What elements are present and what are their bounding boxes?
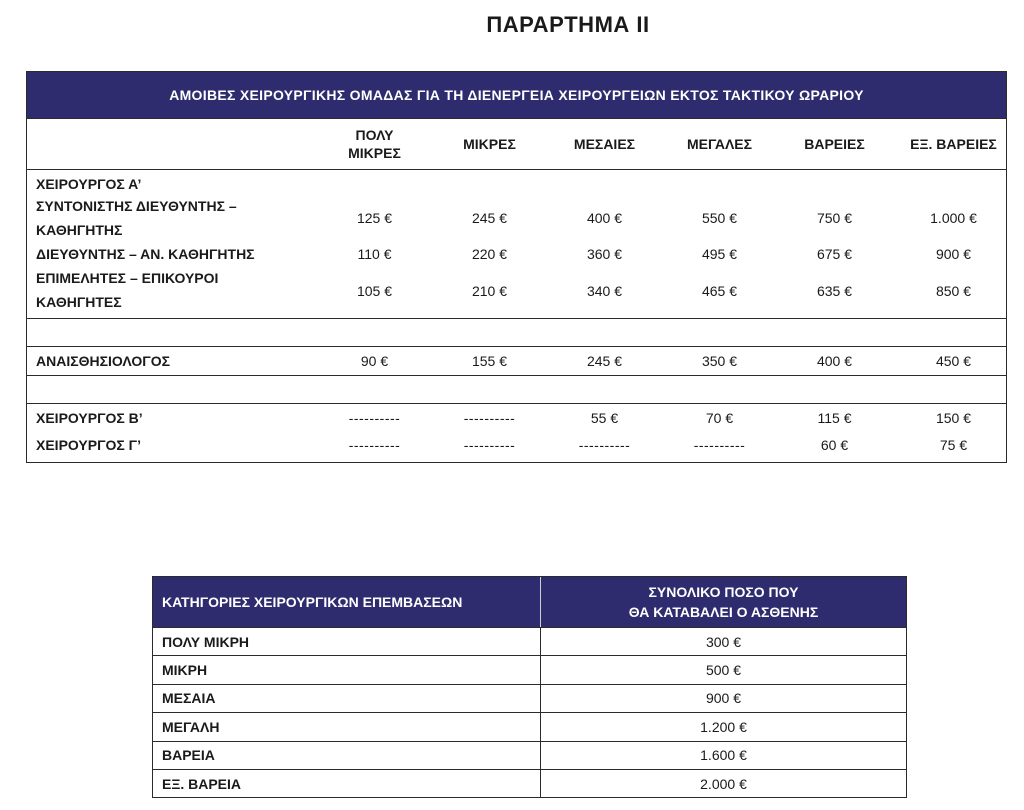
fee-cell: ----------: [463, 410, 516, 426]
payment-table-header: [153, 577, 906, 627]
category-cell: ΜΙΚΡΗ: [153, 656, 541, 683]
header-total-amount: [541, 577, 906, 627]
column-header: ΒΑΡΕΙΕΣ: [804, 136, 865, 152]
fee-cell: ----------: [693, 437, 746, 453]
fee-cell: 400 €: [586, 210, 623, 226]
fee-cell: 1.000 €: [930, 210, 977, 226]
amount-cell: 1.200 €: [700, 718, 747, 735]
column-header: ΠΟΛΥ ΜΙΚΡΕΣ: [348, 127, 401, 161]
table-row: [27, 242, 1006, 266]
category-cell: ΒΑΡΕΙΑ: [153, 742, 541, 769]
column-header: ΕΞ. ΒΑΡΕΙΕΣ: [910, 136, 997, 152]
header-total-line-1: ΣΥΝΟΛΙΚΟ ΠΟΣΟ ΠΟΥ: [648, 584, 799, 600]
fee-cell: 125 €: [356, 210, 393, 226]
table-row: [153, 627, 906, 655]
fee-cell: 55 €: [590, 410, 619, 426]
amount-cell: 500 €: [705, 662, 742, 679]
fee-cell: 220 €: [471, 246, 508, 262]
fee-cell: 90 €: [360, 353, 389, 369]
row-label: ΕΠΙΜΕΛΗΤΕΣ – ΕΠΙΚΟΥΡΟΙ: [36, 270, 219, 286]
fee-cell: 105 €: [356, 283, 393, 299]
surgeon-a-group: [27, 170, 1006, 319]
table-row: [153, 684, 906, 712]
fee-cell: 360 €: [586, 246, 623, 262]
patient-payment-table: [152, 576, 907, 798]
fee-cell: 70 €: [705, 410, 734, 426]
header-total-line-2: ΘΑ ΚΑΤΑΒΑΛΕΙ Ο ΑΣΘΕΝΗΣ: [628, 604, 819, 620]
table-row: [153, 769, 906, 797]
table-row: [27, 406, 1006, 430]
category-cell: ΠΟΛΥ ΜΙΚΡΗ: [153, 628, 541, 655]
page-title: ΠΑΡΑΡΤΗΜΑ ΙΙ: [486, 12, 650, 37]
row-label: ΧΕΙΡΟΥΡΓΟΣ Β’: [36, 410, 143, 426]
fee-cell: 465 €: [701, 283, 738, 299]
amount-cell: 2.000 €: [700, 775, 747, 792]
header-categories: ΚΑΤΗΓΟΡΙΕΣ ΧΕΙΡΟΥΡΓΙΚΩΝ ΕΠΕΜΒΑΣΕΩΝ: [153, 577, 541, 627]
fee-cell: 900 €: [935, 246, 972, 262]
fee-cell: ----------: [348, 410, 401, 426]
fee-cell: 750 €: [816, 210, 853, 226]
fee-cell: 550 €: [701, 210, 738, 226]
fee-cell: 115 €: [817, 410, 852, 426]
row-label: ΚΑΘΗΓΗΤΕΣ: [36, 294, 122, 310]
fee-cell: ----------: [348, 437, 401, 453]
fee-cell: 210 €: [471, 283, 508, 299]
fee-cell: 245 €: [586, 353, 623, 369]
row-label: ΔΙΕΥΘΥΝΤΗΣ – ΑΝ. ΚΑΘΗΓΗΤΗΣ: [36, 246, 255, 262]
fee-cell: 155 €: [471, 353, 508, 369]
fee-cell: 635 €: [816, 283, 853, 299]
surgeon-bc-group: [27, 404, 1006, 462]
category-cell: ΜΕΣΑΙΑ: [153, 685, 541, 712]
category-cell: ΕΞ. ΒΑΡΕΙΑ: [153, 770, 541, 797]
column-header: ΜΙΚΡΕΣ: [463, 136, 516, 152]
fee-cell: 850 €: [935, 283, 972, 299]
table-row: [153, 741, 906, 769]
fee-cell: ----------: [578, 437, 631, 453]
fee-cell: 75 €: [939, 437, 968, 453]
surgical-fees-table: [26, 71, 1007, 463]
table-row: [27, 433, 1006, 457]
category-cell: ΜΕΓΑΛΗ: [153, 713, 541, 740]
fee-cell: ----------: [463, 437, 516, 453]
table-row: [27, 218, 1006, 242]
fee-cell: 150 €: [935, 410, 972, 426]
table-row: [153, 712, 906, 740]
fee-cell: 60 €: [820, 437, 849, 453]
spacer-row: [27, 319, 1006, 347]
spacer-row: [27, 376, 1006, 404]
amount-cell: 1.600 €: [700, 747, 747, 764]
row-label: ΧΕΙΡΟΥΡΓΟΣ Α’: [36, 176, 142, 192]
fees-table-title: ΑΜΟΙΒΕΣ ΧΕΙΡΟΥΡΓΙΚΗΣ ΟΜΑΔΑΣ ΓΙΑ ΤΗ ΔΙΕΝΕΡΓΕΙΑ ΧΕΙΡΟΥΡΓΕΙΩΝ ΕΚΤΟΣ ΤΑΚΤΙΚΟΥ ΩΡΑΡΙΟΥ: [27, 72, 1006, 118]
fee-cell: 450 €: [935, 353, 972, 369]
fee-cell: 110 €: [357, 246, 392, 262]
table-row: [153, 655, 906, 683]
fee-cell: 340 €: [586, 283, 623, 299]
fee-cell: 400 €: [816, 353, 853, 369]
fees-column-headers: [27, 118, 1006, 170]
column-header: ΜΕΓΑΛΕΣ: [686, 136, 753, 152]
amount-cell: 300 €: [705, 633, 742, 650]
table-row: [27, 290, 1006, 314]
fee-cell: 495 €: [701, 246, 738, 262]
row-label: ΑΝΑΙΣΘΗΣΙΟΛΟΓΟΣ: [36, 353, 170, 369]
row-label: ΚΑΘΗΓΗΤΗΣ: [36, 222, 123, 238]
fee-cell: 350 €: [701, 353, 738, 369]
row-label: ΧΕΙΡΟΥΡΓΟΣ Γ’: [36, 437, 141, 453]
column-header: ΜΕΣΑΙΕΣ: [573, 136, 636, 152]
row-label: ΣΥΝΤΟΝΙΣΤΗΣ ΔΙΕΥΘΥΝΤΗΣ –: [36, 198, 237, 214]
amount-cell: 900 €: [705, 690, 742, 707]
fee-cell: 675 €: [816, 246, 853, 262]
table-row: [27, 172, 1006, 196]
anesthesiologist-row: [27, 347, 1006, 376]
fee-cell: 245 €: [471, 210, 508, 226]
